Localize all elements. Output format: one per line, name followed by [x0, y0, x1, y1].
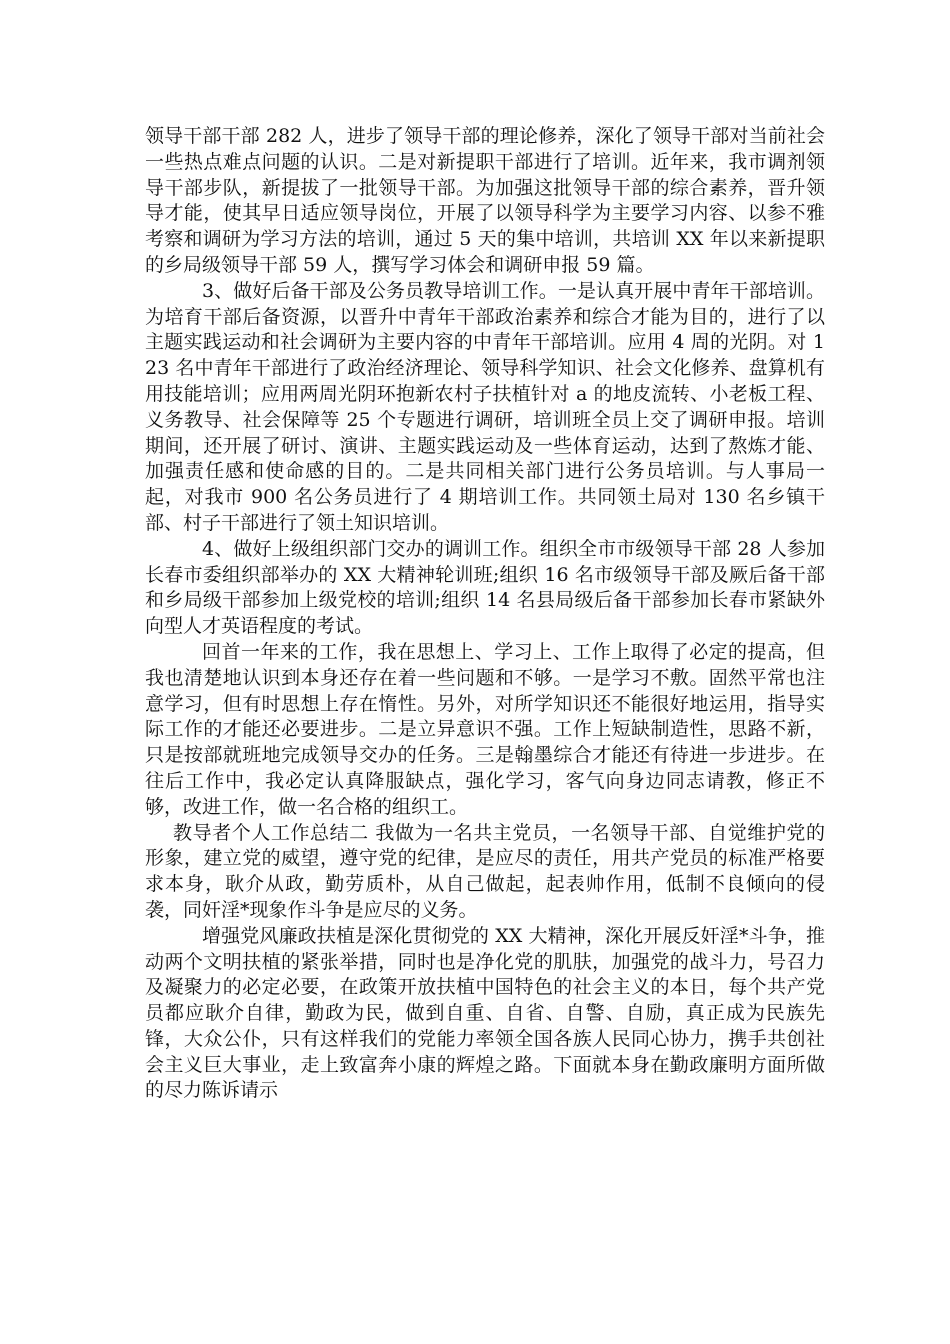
paragraph-training-new-cadres: 领导干部干部 282 人，进步了领导干部的理论修养，深化了领导干部对当前社会一些热点难点问题的认识。二是对新提职干部进行了培训。近年来，我市调剂领导干部步队，新提拔了一批领导干部。为加强这批领导干部的综合素养，晋升领导才能，使其早日适应领导岗位，开展了以领导科学为主要学习内容、以参不雅考察和调研为学习方法的培训，通过 5 天的集中培训，共培训 XX 年以来新提职的乡局级领导干部 59 人，撰写学习体会和调研申报 59 篇。	[145, 125, 825, 276]
document-body	[145, 124, 825, 1104]
paragraph-integrity-building: 增强党风廉政扶植是深化贯彻党的 XX 大精神，深化开展反奸淫*斗争，推动两个文明扶植的紧张举措，同时也是净化党的肌肤，加强党的战斗力，号召力及凝聚力的必定必要，在政策开放扶植中国特色的社会主义的本日，每个共产党员都应耿介自律，勤政为民，做到自重、自省、自警、自励，真正成为民族先锋，大众公仆，只有这样我们的党能力率领全国各族人民同心协力，携手共创社会主义巨大事业，走上致富奔小康的辉煌之路。下面就本身在勤政廉明方面所做的尽力陈诉请示	[145, 924, 825, 1102]
paragraph-reserve-cadres-training: 3、做好后备干部及公务员教导培训工作。一是认真开展中青年干部培训。为培育干部后备资源，以晋升中青年干部政治素养和综合才能为目的，进行了以主题实践运动和社会调研为主要内容的中青年干部培训。应用 4 周的光阴。对 123 名中青年干部进行了政治经济理论、领导科学知识、社会文化修养、盘算机有用技能培训；应用两周光阴环抱新农村子扶植针对 a 的地皮流转、小老板工程、义务教导、社会保障等 25 个专题进行调研，培训班全员上交了调研申报。培训期间，还开展了研讨、演讲、主题实践运动及一些体育运动，达到了熬炼才能、加强责任感和使命感的目的。二是共同相关部门进行公务员培训。与人事局一起，对我市 900 名公务员进行了 4 期培训工作。共同领土局对 130 名乡镇干部、村子干部进行了领土知识培训。	[145, 279, 825, 534]
paragraph-assigned-training: 4、做好上级组织部门交办的调训工作。组织全市市级领导干部 28 人参加长春市委组织部举办的 XX 大精神轮训班;组织 16 名市级领导干部及厥后备干部和乡局级干部参加上级党校的培训;组织 14 名县局级后备干部参加长春市紧缺外向型人才英语程度的考试。	[145, 537, 825, 638]
paragraph-self-review: 回首一年来的工作，我在思想上、学习上、工作上取得了必定的提高，但我也清楚地认识到本身还存在着一些问题和不够。一是学习不敷。固然平常也注意学习，但有时思想上存在惰性。另外，对所学知识还不能很好地运用，指导实际工作的才能还必要进步。二是立异意识不强。工作上短缺制造性，思路不新，只是按部就班地完成领导交办的任务。三是翰墨综合才能还有待进一步进步。在往后工作中，我必定认真降服缺点，强化学习，客气向身边同志请教，修正不够，改进工作，做一名合格的组织工。	[145, 640, 825, 818]
paragraph-summary-two-intro: 教导者个人工作总结二 我做为一名共主党员，一名领导干部、自觉维护党的形象，建立党的威望，遵守党的纪律，是应尽的责任，用共产党员的标准严格要求本身，耿介从政，勤劳质朴，从自己做起，起表帅作用，低制不良倾向的侵袭，同奸淫*现象作斗争是应尽的义务。	[145, 821, 825, 921]
